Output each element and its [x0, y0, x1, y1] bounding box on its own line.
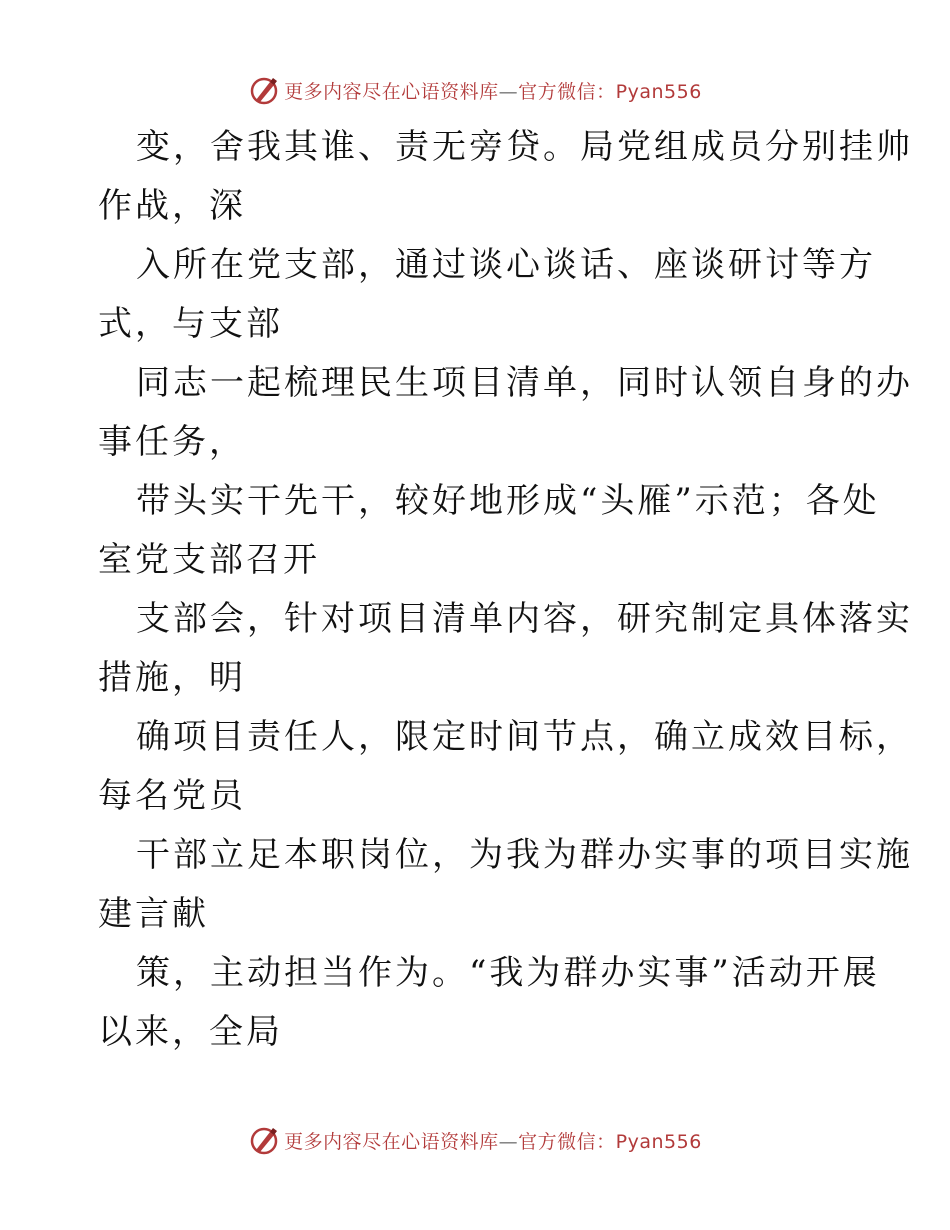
- watermark-header: [0, 72, 950, 108]
- text-line: 作战，深: [98, 186, 246, 226]
- watermark-site: 更多内容尽在心语资料库: [284, 1130, 499, 1153]
- text-line: 带头实干先干，较好地形成“头雁”示范；各处: [136, 481, 880, 521]
- text-line: 变，舍我其谁、责无旁贷。局党组成员分别挂帅: [136, 127, 913, 167]
- text-line: 式，与支部: [98, 304, 283, 344]
- text-line: 事任务，: [98, 422, 246, 462]
- text-line: 建言献: [98, 894, 209, 934]
- text-line: 室党支部召开: [98, 540, 320, 580]
- text-line: 以来，全局: [98, 1012, 283, 1052]
- text-line: 确项目责任人，限定时间节点，确立成效目标，: [136, 717, 913, 757]
- watermark-separator: —: [498, 1130, 519, 1153]
- document-body: [98, 118, 913, 1062]
- text-line: 同志一起梳理民生项目清单，同时认领自身的办: [136, 363, 913, 403]
- text-line: 支部会，针对项目清单内容，研究制定具体落实: [136, 599, 913, 639]
- text-line: 措施，明: [98, 658, 246, 698]
- text-line: 干部立足本职岗位，为我为群办实事的项目实施: [136, 835, 913, 875]
- watermark-footer: [0, 1122, 950, 1158]
- watermark-site: 更多内容尽在心语资料库: [284, 80, 499, 103]
- pen-logo-icon: [248, 74, 280, 106]
- pen-logo-icon: [248, 1124, 280, 1156]
- text-line: 入所在党支部，通过谈心谈话、座谈研讨等方: [136, 245, 876, 285]
- text-line: 策，主动担当作为。“我为群办实事”活动开展: [136, 953, 880, 993]
- watermark-separator: —: [498, 80, 519, 103]
- watermark-contact: 官方微信：Pyan556: [518, 80, 702, 103]
- text-line: 每名党员: [98, 776, 246, 816]
- watermark-contact: 官方微信：Pyan556: [518, 1130, 702, 1153]
- watermark-text: [284, 1127, 702, 1154]
- watermark-text: [284, 77, 702, 104]
